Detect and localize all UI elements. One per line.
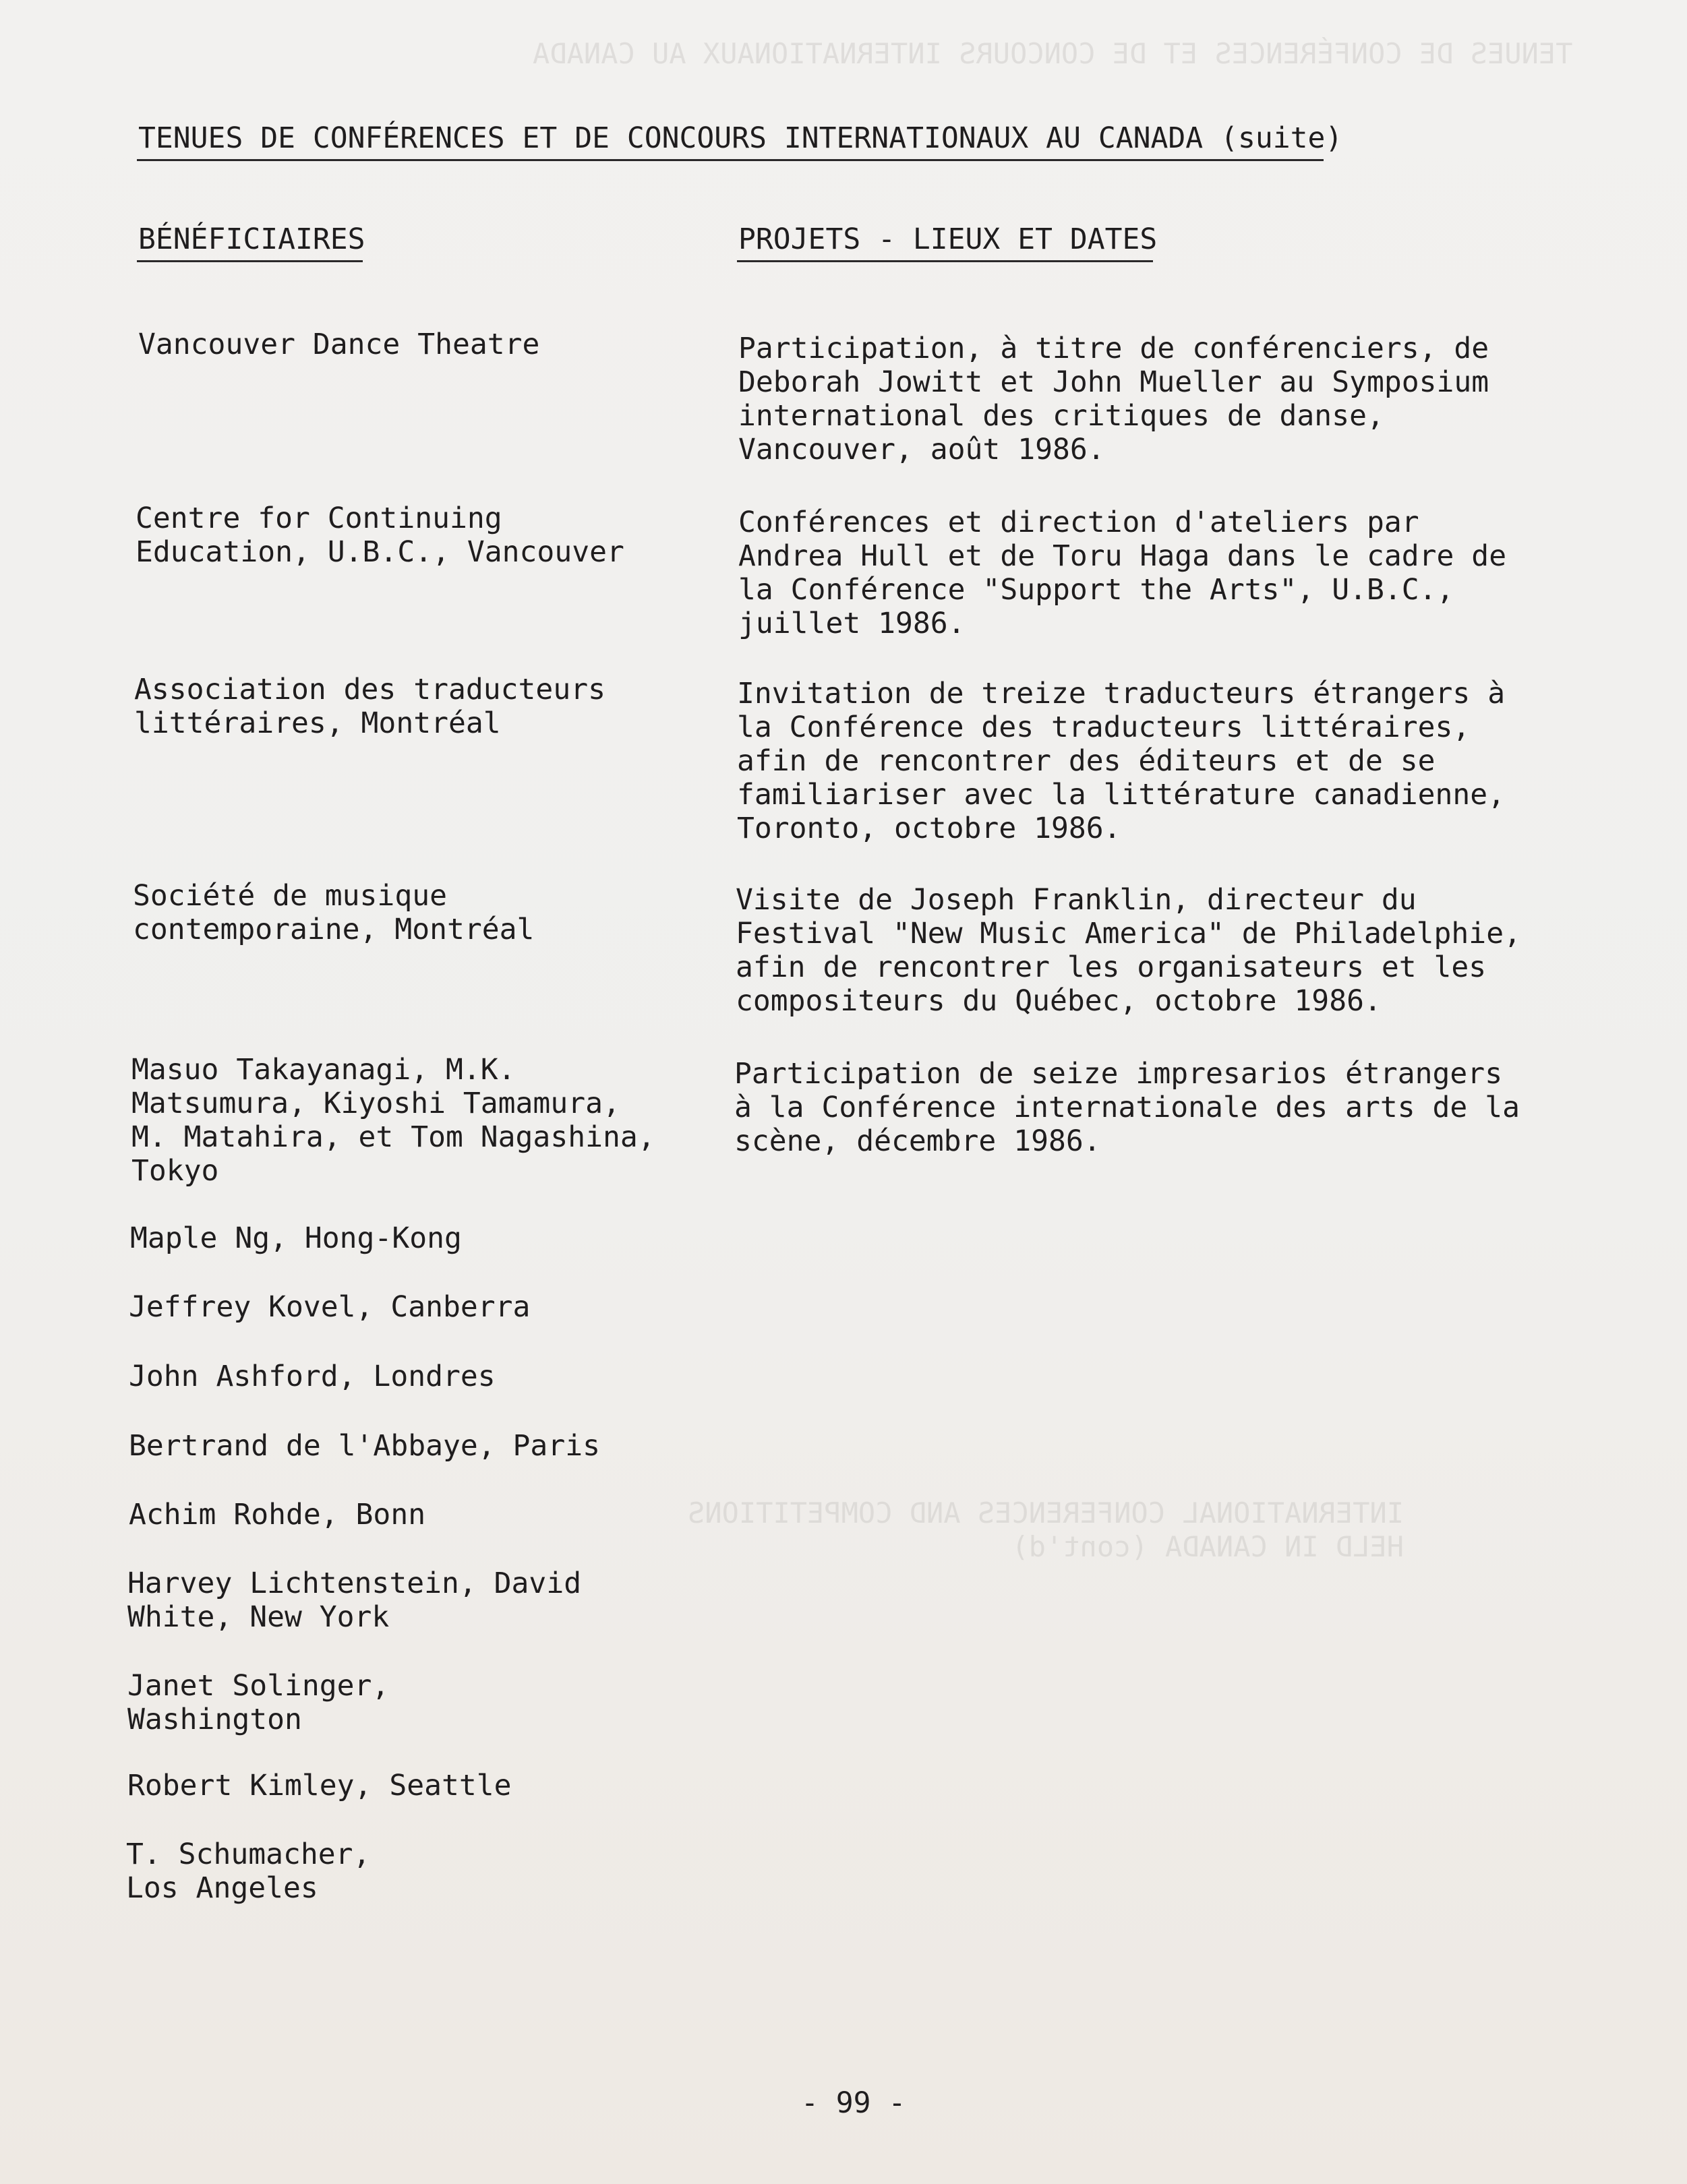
beneficiary-list-item: Maple Ng, Hong-Kong [130,1221,462,1255]
entry-project: Invitation de treize traducteurs étrangers à la Conférence des traducteurs littéraires, afin de rencontrer des éditeurs et de se familiariser avec la littérature canadienne, Toronto, octobre 1986. [737,677,1506,845]
entry-project: Participation, à titre de conférenciers, de Deborah Jowitt et John Mueller au Symposium international des critiques de danse, Vancouver, août 1986. [738,332,1489,466]
beneficiary-list-item: John Ashford, Londres [129,1360,496,1393]
beneficiary-list-item: Robert Kimley, Seattle [127,1769,512,1802]
entry-beneficiary: Société de musique contemporaine, Montréal [133,879,535,946]
document-title: TENUES DE CONFÉRENCES ET DE CONCOURS INTERNATIONAUX AU CANADA (suite) [138,121,1343,155]
column-heading-beneficiaries-underline [137,260,363,262]
entry-beneficiary: Centre for Continuing Education, U.B.C., Vancouver [136,502,624,569]
beneficiary-list-item: Harvey Lichtenstein, David White, New York [127,1567,582,1634]
bleed-through-bottom: INTERNATIONAL CONFERENCES AND COMPETITIONS HELD IN CANADA (cont'd) [688,1496,1404,1563]
beneficiary-list-item: Bertrand de l'Abbaye, Paris [129,1429,600,1463]
column-heading-beneficiaries: BÉNÉFICIAIRES [138,222,365,256]
column-heading-projects: PROJETS - LIEUX ET DATES [738,222,1158,256]
page-number: - 99 - [801,2086,906,2120]
title-underline [137,159,1324,161]
entry-project: Conférences et direction d'ateliers par Andrea Hull et de Toru Haga dans le cadre de la Conférence "Support the Arts", U.B.C., juillet 1986. [738,506,1507,640]
beneficiary-list-item: Janet Solinger, Washington [127,1669,390,1736]
entry-beneficiary: Vancouver Dance Theatre [138,328,540,361]
beneficiary-list-item: Achim Rohde, Bonn [129,1498,426,1531]
beneficiary-list-item: Jeffrey Kovel, Canberra [129,1290,531,1324]
entry-project: Visite de Joseph Franklin, directeur du Festival "New Music America" de Philadelphie, afin de rencontrer les organisateurs et les compositeurs du Québec, octobre 1986. [736,883,1521,1018]
entry-beneficiary: Association des traducteurs littéraires, Montréal [134,673,605,740]
column-heading-projects-underline [737,260,1153,262]
entry-project: Participation de seize impresarios étrangers à la Conférence internationale des arts de la scène, décembre 1986. [734,1057,1520,1158]
bleed-through-top: TENUES DE CONFÉRENCES ET DE CONCOURS INTERNATIONAUX AU CANADA [533,37,1573,70]
beneficiary-list-item: T. Schumacher, Los Angeles [126,1838,371,1905]
entry-beneficiary: Masuo Takayanagi, M.K. Matsumura, Kiyoshi Tamamura, M. Matahira, et Tom Nagashina, Tokyo [131,1053,655,1188]
